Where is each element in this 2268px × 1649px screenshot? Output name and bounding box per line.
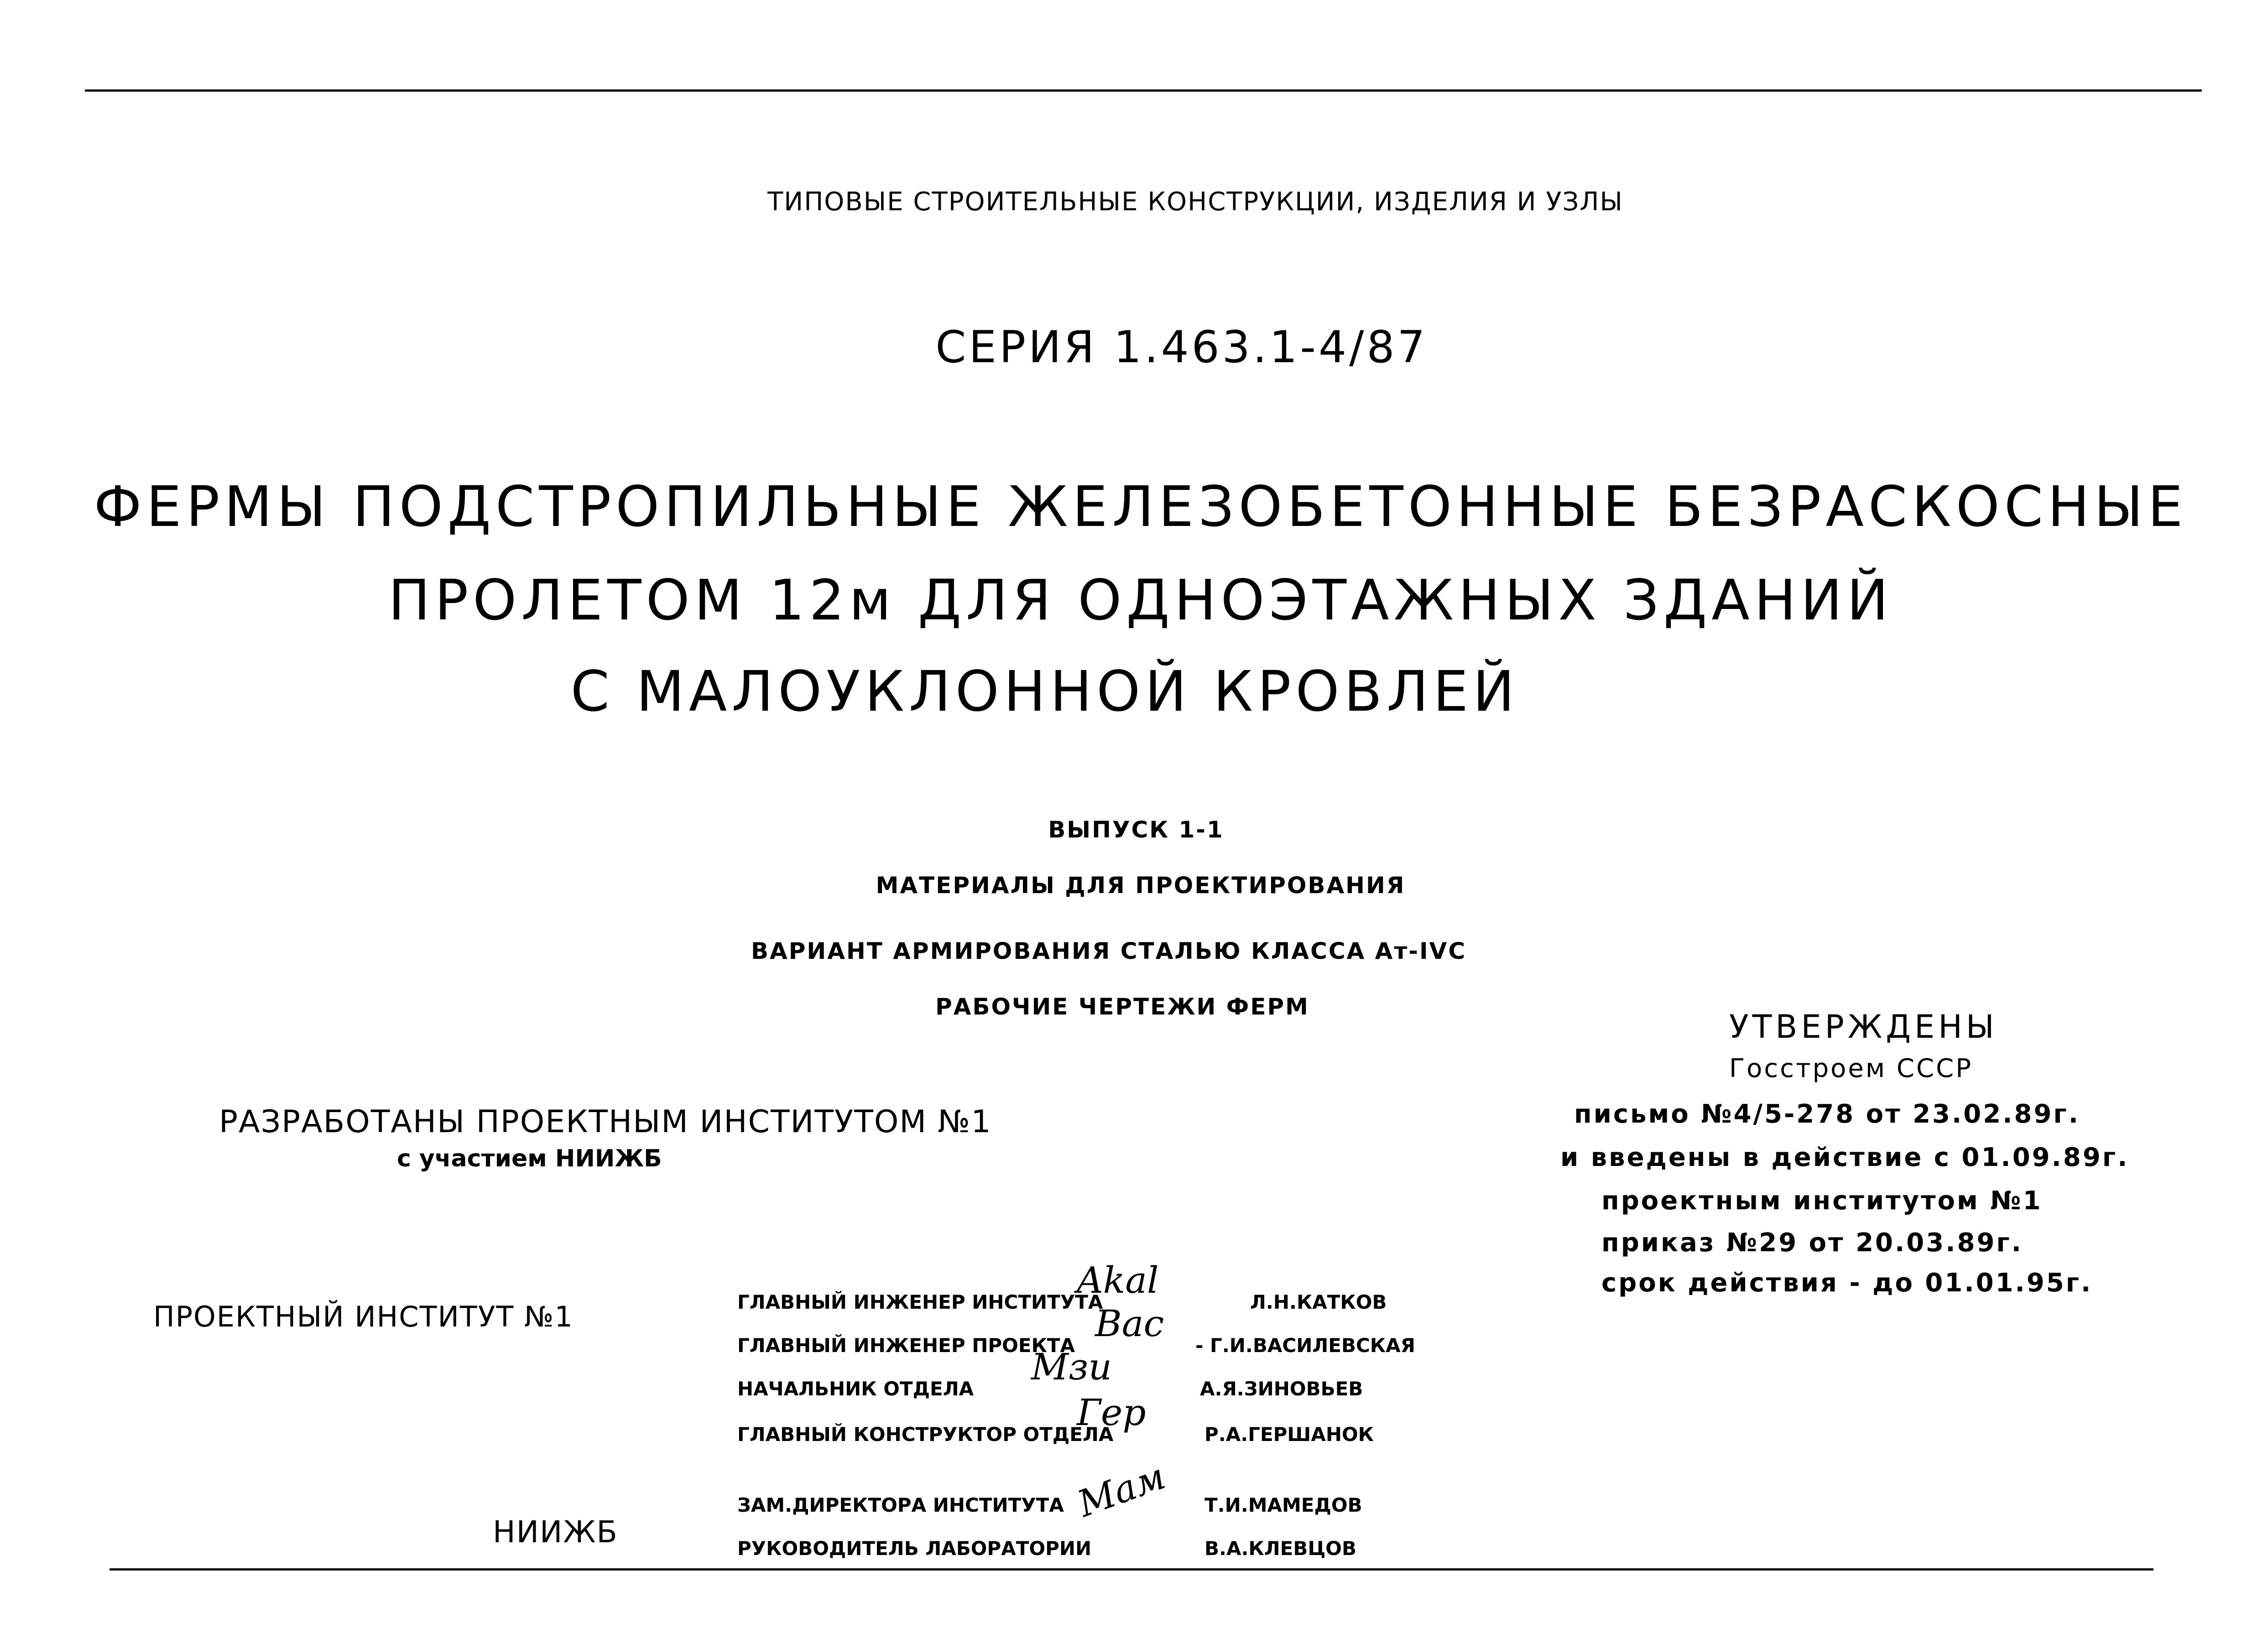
signatory-role: НАЧАЛЬНИК ОТДЕЛА [737,1378,974,1400]
title-line-2: ПРОЛЕТОМ 12м ДЛЯ ОДНОЭТАЖНЫХ ЗДАНИЙ [388,568,1893,633]
top-rule [85,89,2202,92]
developer-participation: с участием НИИЖБ [397,1145,662,1172]
signature: Мам [1072,1455,1171,1525]
signatory-name: Л.Н.КАТКОВ [1250,1291,1387,1313]
series-header: ТИПОВЫЕ СТРОИТЕЛЬНЫЕ КОНСТРУКЦИИ, ИЗДЕЛИЯ И УЗЛЫ [767,187,1623,217]
title-line-1: ФЕРМЫ ПОДСТРОПИЛЬНЫЕ ЖЕЛЕЗОБЕТОННЫЕ БЕЗРАСКОСНЫЕ [94,474,2188,539]
signature: Akal [1077,1259,1159,1301]
signatory-role: РУКОВОДИТЕЛЬ ЛАБОРАТОРИИ [737,1537,1092,1560]
signature: Мзи [1031,1346,1112,1388]
approval-line: Госстроем СССР [1729,1054,1973,1083]
approval-line: проектным институтом №1 [1601,1186,2043,1216]
approval-heading: УТВЕРЖДЕНЫ [1729,1008,1998,1046]
signatory-name: Р.А.ГЕРШАНОК [1204,1423,1374,1446]
signatory-role: ЗАМ.ДИРЕКТОРА ИНСТИТУТА [737,1494,1064,1516]
signatory-role: ГЛАВНЫЙ ИНЖЕНЕР ИНСТИТУТА [737,1291,1103,1313]
signature: Гер [1077,1391,1146,1434]
signatory-name: В.А.КЛЕВЦОВ [1204,1537,1357,1560]
issue-materials: МАТЕРИАЛЫ ДЛЯ ПРОЕКТИРОВАНИЯ [876,872,1406,899]
issue-number: ВЫПУСК 1-1 [1048,817,1224,843]
signatory-role: ГЛАВНЫЙ КОНСТРУКТОР ОТДЕЛА [737,1423,1114,1446]
signature: Вас [1095,1302,1164,1345]
org-project-institute: ПРОЕКТНЫЙ ИНСТИТУТ №1 [153,1300,574,1333]
developer-line: РАЗРАБОТАНЫ ПРОЕКТНЫМ ИНСТИТУТОМ №1 [219,1104,992,1140]
approval-line: и введены в действие с 01.09.89г. [1560,1143,2129,1172]
signatory-name: Т.И.МАМЕДОВ [1204,1494,1362,1516]
issue-variant: ВАРИАНТ АРМИРОВАНИЯ СТАЛЬЮ КЛАССА Ат-IVС [751,938,1467,964]
signatory-role: ГЛАВНЫЙ ИНЖЕНЕР ПРОЕКТА [737,1334,1075,1357]
approval-line: срок действия - до 01.01.95г. [1601,1268,2093,1298]
series-number: СЕРИЯ 1.463.1-4/87 [935,322,1428,373]
issue-drawings: РАБОЧИЕ ЧЕРТЕЖИ ФЕРМ [935,994,1309,1020]
approval-line: письмо №4/5-278 от 23.02.89г. [1574,1099,2080,1129]
approval-line: приказ №29 от 20.03.89г. [1601,1228,2023,1258]
signatory-name: А.Я.ЗИНОВЬЕВ [1200,1378,1363,1400]
bottom-rule [109,1568,2153,1571]
signatory-name: - Г.И.ВАСИЛЕВСКАЯ [1195,1334,1415,1357]
title-line-3: С МАЛОУКЛОННОЙ КРОВЛЕЙ [570,659,1519,724]
org-niizhb: НИИЖБ [493,1514,618,1550]
